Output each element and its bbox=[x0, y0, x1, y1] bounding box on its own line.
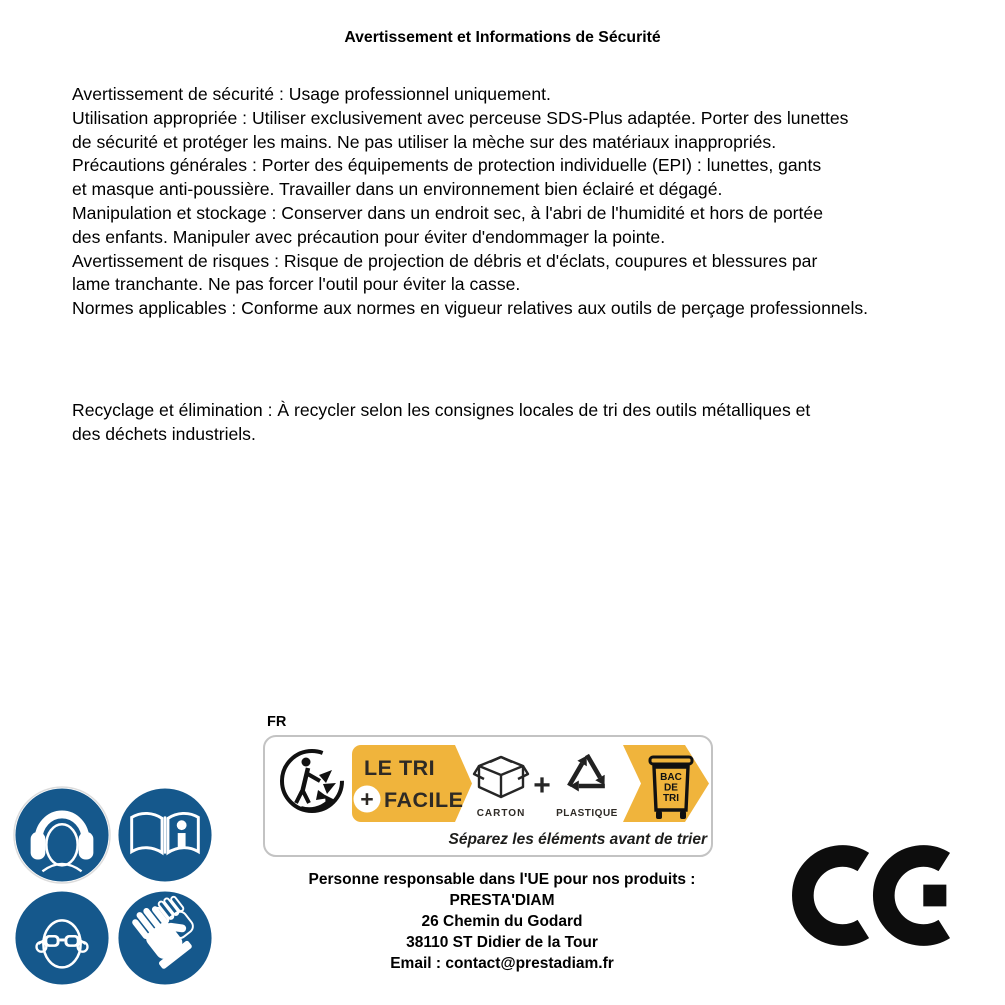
triman-arrow bbox=[323, 783, 336, 794]
recycling-triangle-icon bbox=[569, 755, 605, 792]
recycling-text-line: des déchets industriels. bbox=[72, 423, 256, 444]
infotri-graphic bbox=[265, 737, 711, 855]
infotri-tagline: Séparez les éléments avant de trier bbox=[448, 831, 707, 848]
page-title: Avertissement et Informations de Sécurité bbox=[344, 29, 661, 46]
responsible-line: Personne responsable dans l'UE pour nos produits : bbox=[308, 871, 696, 888]
plus-badge-sign: + bbox=[360, 786, 374, 812]
safety-text-line: Utilisation appropriée : Utiliser exclusivement avec perceuse SDS-Plus adaptée. Porter des lunettes bbox=[72, 107, 849, 128]
safety-text-line: Avertissement de sécurité : Usage professionnel uniquement. bbox=[72, 84, 551, 104]
material-label-carton: CARTON bbox=[476, 808, 526, 819]
infotri-title-line2: FACILE bbox=[384, 788, 464, 812]
responsible-line: 26 Chemin du Godard bbox=[421, 913, 583, 930]
ce-marking-icon bbox=[792, 842, 952, 954]
carton-box-icon bbox=[474, 757, 528, 797]
bin-label-line: TRI bbox=[662, 793, 680, 804]
safety-text-line: lame tranchante. Ne pas forcer l'outil pour éviter la casse. bbox=[72, 274, 521, 295]
safety-text-line: et masque anti-poussière. Travailler dans un environnement bien éclairé et dégagé. bbox=[72, 179, 723, 200]
responsible-person-block bbox=[263, 869, 741, 974]
safety-text-line: de sécurité et protéger les mains. Ne pas utiliser la mèche sur des matériaux inappropriés. bbox=[72, 131, 777, 152]
recycling-text-block bbox=[72, 399, 810, 447]
ear-protection-icon bbox=[13, 786, 111, 884]
country-code-label: FR bbox=[267, 714, 287, 730]
safety-text-line: Normes applicables : Conforme aux normes en vigueur relatives aux outils de perçage professionnels. bbox=[72, 298, 869, 319]
triman-icon bbox=[282, 751, 342, 811]
protective-gloves-icon bbox=[116, 889, 214, 987]
bin-label-line: DE bbox=[664, 782, 678, 794]
info-stem bbox=[178, 833, 186, 848]
triman-arrow bbox=[319, 770, 332, 783]
mandatory-pictograms bbox=[13, 786, 214, 987]
responsible-line: PRESTA'DIAM bbox=[449, 892, 555, 909]
responsible-line: 38110 ST Didier de la Tour bbox=[406, 934, 598, 951]
info-dot bbox=[177, 820, 187, 830]
bin-label-line: BAC bbox=[660, 772, 682, 783]
safety-text-block bbox=[72, 83, 868, 321]
safety-text-line: Avertissement de risques : Risque de projection de débris et d'éclats, coupures et blessures par bbox=[72, 250, 818, 271]
responsible-line: Email : contact@prestadiam.fr bbox=[390, 955, 614, 972]
safety-text-line: Précautions générales : Porter des équipements de protection individuelle (EPI) : lunettes, gants bbox=[72, 155, 822, 176]
safety-text-line: des enfants. Manipuler avec précaution pour éviter d'endommager la pointe. bbox=[72, 226, 666, 247]
sorting-bin-icon bbox=[650, 757, 692, 819]
material-label-plastique: PLASTIQUE bbox=[556, 808, 618, 819]
ce-letter-c bbox=[803, 856, 864, 935]
infotri-label bbox=[263, 735, 713, 857]
safety-text-line: Manipulation et stockage : Conserver dans un endroit sec, à l'abri de l'humidité et hors de portée bbox=[72, 202, 823, 223]
plus-separator: + bbox=[533, 769, 551, 802]
read-instruction-manual-icon bbox=[116, 786, 214, 884]
eye-protection-icon bbox=[13, 889, 111, 987]
infotri-title-line1: LE TRI bbox=[364, 756, 436, 780]
recycling-text-line: Recyclage et élimination : À recycler selon les consignes locales de tri des outils métalliques et bbox=[72, 400, 811, 420]
